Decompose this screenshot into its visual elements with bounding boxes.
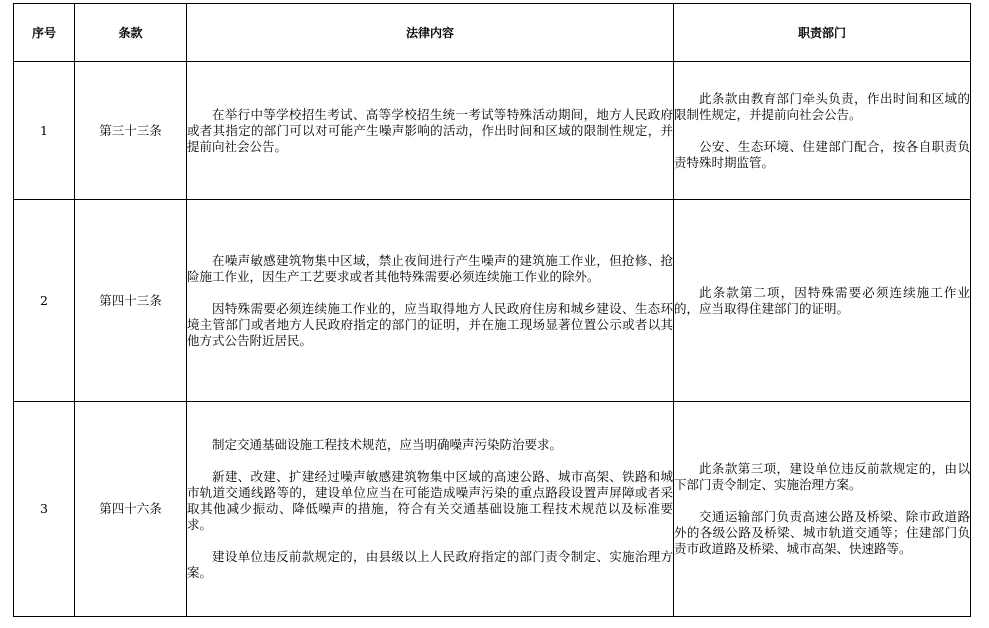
row-dept [674,62,971,200]
header-seq: 序号 [14,4,75,62]
row-law-content [187,62,674,200]
row-clause: 第三十三条 [75,62,187,200]
row-seq: 1 [14,62,75,200]
law-paragraph: 在举行中等学校招生考试、高等学校招生统一考试等特殊活动期间，地方人民政府或者其指定的部门可以对可能产生噪声影响的活动，作出时间和区域的限制性规定，并提前向社会公告。 [187,106,673,154]
law-paragraph: 在噪声敏感建筑物集中区域，禁止夜间进行产生噪声的建筑施工作业，但抢修、抢险施工作业，因生产工艺要求或者其他特殊需要必须连续施工作业的除外。 [187,252,673,284]
law-paragraph: 新建、改建、扩建经过噪声敏感建筑物集中区域的高速公路、城市高架、铁路和城市轨道交通线路等的，建设单位应当在可能造成噪声污染的重点路段设置声屏障或者采取其他减少振动、降低噪声的措施，符合有关交通基础设施工程技术规范以及标准要求。 [187,469,673,532]
row-dept [674,200,971,402]
dept-paragraph: 此条款由教育部门牵头负责，作出时间和区域的限制性规定，并提前向社会公告。 [674,90,970,122]
law-responsibility-table [13,3,971,617]
law-paragraph: 因特殊需要必须连续施工作业的，应当取得地方人民政府住房和城乡建设、生态环境主管部门或者地方人民政府指定的部门的证明，并在施工现场显著位置公示或者以其他方式公告附近居民。 [187,300,673,348]
table-row [14,62,971,200]
row-seq: 2 [14,200,75,402]
law-paragraph: 制定交通基础设施工程技术规范，应当明确噪声污染防治要求。 [212,437,563,452]
header-clause: 条款 [75,4,187,62]
dept-paragraph: 此条款第二项，因特殊需要必须连续施工作业的，应当取得住建部门的证明。 [674,284,970,316]
dept-paragraph: 公安、生态环境、住建部门配合，按各自职责负责特殊时期监管。 [674,138,970,170]
table-row [14,200,971,402]
header-content: 法律内容 [187,4,674,62]
row-clause: 第四十六条 [75,402,187,617]
table-row [14,402,971,617]
row-law-content [187,402,674,617]
dept-paragraph: 此条款第三项，建设单位违反前款规定的，由以下部门责令制定、实施治理方案。 [674,461,970,492]
row-seq: 3 [14,402,75,617]
row-clause: 第四十三条 [75,200,187,402]
dept-paragraph: 交通运输部门负责高速公路及桥梁、除市政道路外的各级公路及桥梁、城市轨道交通等；住建部门负责市政道路及桥梁、城市高架、快速路等。 [674,509,970,556]
row-dept [674,402,971,617]
header-dept: 职责部门 [674,4,971,62]
table-header-row [14,4,971,62]
row-law-content [187,200,674,402]
law-paragraph: 建设单位违反前款规定的，由县级以上人民政府指定的部门责令制定、实施治理方案。 [187,549,673,580]
